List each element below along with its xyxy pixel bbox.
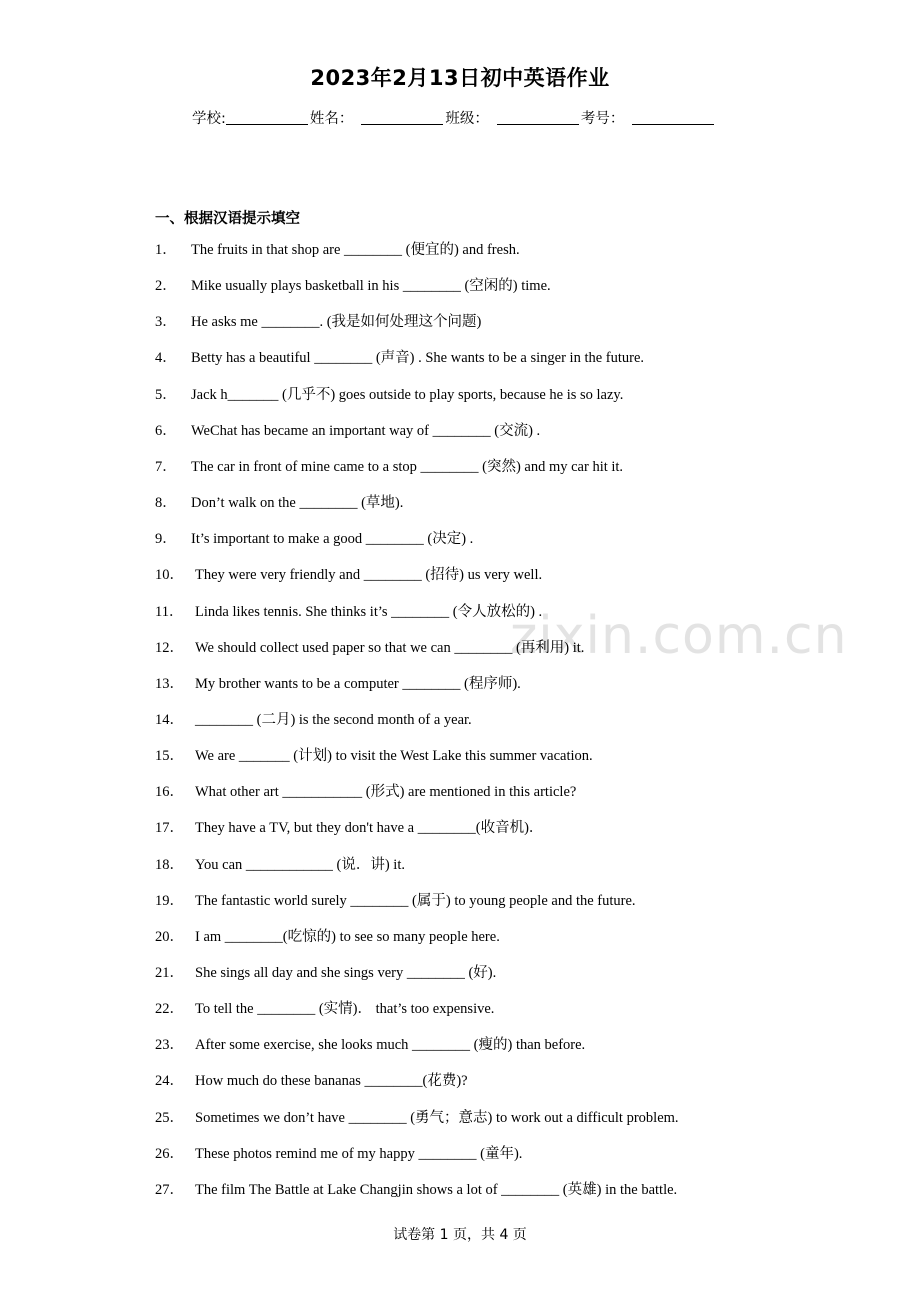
question-item [155,1142,755,1163]
question-text: It’s important to make a good ________ (决定) . [191,531,474,548]
question-item [155,744,755,765]
question-number: 19． [155,892,184,909]
question-item [155,1106,755,1127]
question-item [155,889,755,910]
question-text: Mike usually plays basketball in his ________ (空闲的) time. [191,278,551,295]
question-item [155,672,755,693]
question-number: 10． [155,567,184,584]
question-item [155,455,755,476]
question-number: 24． [155,1073,184,1090]
question-number: 2． [155,278,177,295]
question-item [155,274,755,295]
question-text: He asks me ________. (我是如何处理这个问题) [191,314,482,331]
page-footer: 试卷第 1 页，共 4 页 [393,1227,527,1243]
question-number: 23． [155,1037,184,1054]
name-blank [361,110,443,125]
question-item [155,1178,755,1199]
question-number: 25． [155,1109,184,1126]
question-text: Don’t walk on the ________ (草地). [191,495,404,512]
question-number: 15． [155,748,184,765]
question-item [155,708,755,729]
id-label: 考号： [580,111,625,127]
question-number: 13． [155,675,184,692]
question-number: 12． [155,639,184,656]
question-text: The car in front of mine came to a stop ________ (突然) and my car hit it. [191,458,624,475]
watermark: zixin.com.cn [510,606,848,666]
question-number: 21． [155,965,184,981]
question-text: Sometimes we don’t have ________ (勇气；意志) to work out a difficult problem. [195,1109,679,1126]
school-blank [226,110,308,125]
question-text: These photos remind me of my happy ________ (童年). [195,1145,523,1162]
question-number: 5． [155,386,177,403]
question-text: They were very friendly and ________ (招待) us very well. [195,567,543,584]
question-text: We should collect used paper so that we can ________ (再利用) it. [195,639,585,656]
student-info-line [192,107,752,128]
question-text: Linda likes tennis. She thinks it’s ________ (令人放松的) . [195,603,543,620]
question-item [155,636,755,657]
question-number: 1． [155,242,177,258]
question-text: You can ____________ (说．讲) it. [195,856,405,873]
question-text: WeChat has became an important way of ________ (交流) . [191,422,541,439]
question-item [155,383,755,404]
question-number: 6． [155,422,177,439]
question-number: 3． [155,314,177,331]
question-number: 11． [155,603,184,620]
question-number: 20． [155,928,184,945]
question-number: 22． [155,1001,184,1018]
question-item [155,419,755,440]
question-number: 9． [155,531,177,548]
class-label: 班级： [445,111,489,127]
question-item [155,780,755,801]
section-title: 一、根据汉语提示填空 [155,211,300,227]
question-item [155,997,755,1018]
question-text: The fantastic world surely ________ (属于) to young people and the future. [195,892,636,909]
question-item [155,491,755,512]
question-text: ________ (二月) is the second month of a year. [195,711,472,728]
question-number: 4． [155,350,177,367]
page-title: 2023年2月13日初中英语作业 [310,66,610,90]
question-number: 8． [155,495,177,512]
question-item [155,1033,755,1054]
name-label: 姓名： [309,111,354,127]
question-number: 18． [155,856,184,873]
question-text: They have a TV, but they don't have a ________(收音机)． [195,820,544,837]
question-item [155,1069,755,1090]
question-text: Betty has a beautiful ________ (声音) . She wants to be a singer in the future. [191,350,645,367]
question-item [155,238,755,259]
question-text: The film The Battle at Lake Changjin shows a lot of ________ (英雄) in the battle. [195,1181,678,1198]
question-text: The fruits in that shop are ________ (便宜的) and fresh. [191,242,520,258]
question-text: What other art ___________ (形式) are mentioned in this article? [195,784,577,801]
question-text: I am ________(吃惊的) to see so many people here. [195,928,500,945]
question-text: My brother wants to be a computer ________ (程序师). [195,675,521,692]
question-item [155,961,755,982]
question-text: How much do these bananas ________(花费)? [195,1073,468,1090]
question-item [155,527,755,548]
question-number: 16． [155,784,184,801]
question-number: 26． [155,1145,184,1162]
id-blank [632,110,714,125]
question-text: We are _______ (计划) to visit the West Lake this summer vacation. [195,748,593,765]
question-item [155,563,755,584]
question-text: She sings all day and she sings very ________ (好). [195,965,497,981]
question-number: 27． [155,1181,184,1198]
question-item [155,816,755,837]
question-text: Jack h_______ (几乎不) goes outside to play sports, because he is so lazy. [191,386,624,403]
question-text: To tell the ________ (实情)． that’s too expensive. [195,1001,495,1018]
school-label: 学校: [192,111,226,127]
class-blank [497,110,579,125]
question-item [155,925,755,946]
question-number: 14． [155,711,184,728]
question-item [155,310,755,331]
question-item [155,853,755,874]
question-text: After some exercise, she looks much ________ (瘦的) than before. [195,1037,586,1054]
question-number: 7． [155,458,177,475]
question-item [155,346,755,367]
question-item [155,600,755,621]
question-number: 17． [155,820,184,837]
